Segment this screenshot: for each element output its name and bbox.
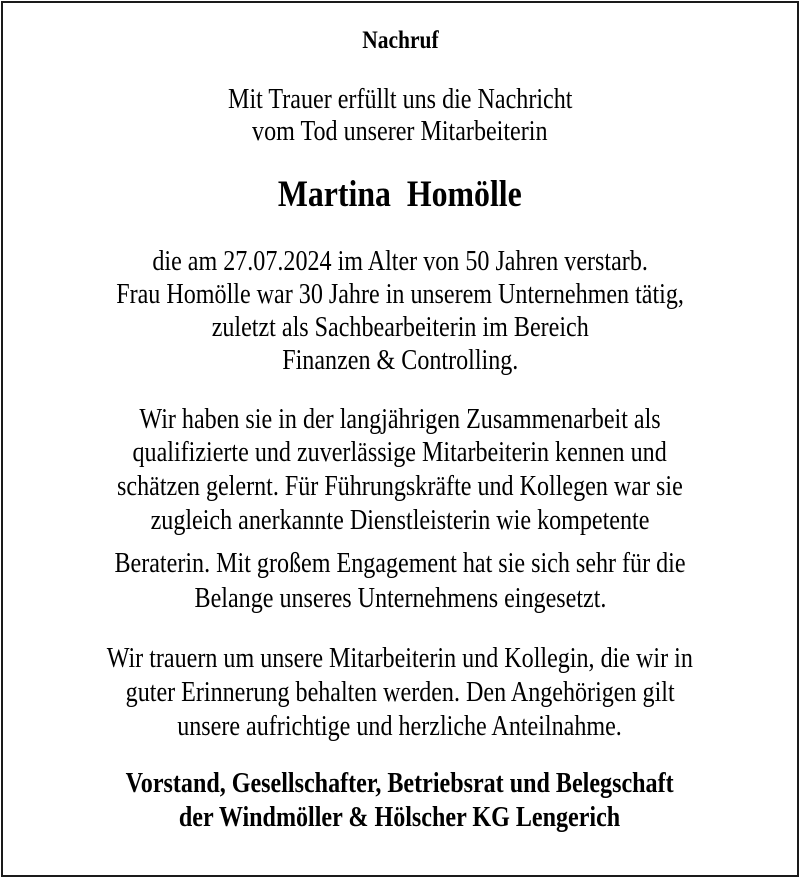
condolence-line-1: Wir trauern um unsere Mitarbeiterin und Kollegin, die wir in	[106, 643, 694, 674]
tribute-line-5: Beraterin. Mit großem Engagement hat sie sich sehr für die	[114, 548, 686, 579]
tribute-line-1: Wir haben sie in der langjährigen Zusammenarbeit als	[139, 404, 661, 435]
signature-line-1: Vorstand, Gesellschafter, Betriebsrat und Belegschaft	[125, 768, 675, 799]
details-line-2: Frau Homölle war 30 Jahre in unserem Unternehmen tätig,	[116, 279, 684, 310]
tribute-line-2: qualifizierte und zuverlässige Mitarbeiterin kennen und	[132, 437, 668, 468]
tribute-line-4: zugleich anerkannte Dienstleisterin wie kompetente	[150, 505, 650, 536]
tribute-line-3: schätzen gelernt. Für Führungskräfte und Kollegen war sie	[117, 471, 683, 502]
intro-line-2: vom Tod unserer Mitarbeiterin	[252, 116, 548, 147]
tribute-line-6: Belange unseres Unternehmens eingesetzt.	[194, 583, 606, 614]
details-line-1: die am 27.07.2024 im Alter von 50 Jahren verstarb.	[152, 246, 648, 277]
obituary-heading: Nachruf	[361, 27, 439, 54]
signature-line-2: der Windmöller & Hölscher KG Lengerich	[179, 802, 621, 833]
details-line-4: Finanzen & Controlling.	[281, 345, 519, 376]
intro-line-1: Mit Trauer erfüllt uns die Nachricht	[227, 84, 573, 115]
details-line-3: zuletzt als Sachbearbeiterin im Bereich	[211, 312, 589, 343]
deceased-name: Martina Homölle	[278, 174, 522, 215]
condolence-line-2: guter Erinnerung behalten werden. Den Angehörigen gilt	[125, 677, 675, 708]
condolence-line-3: unsere aufrichtige und herzliche Anteilnahme.	[177, 711, 623, 742]
